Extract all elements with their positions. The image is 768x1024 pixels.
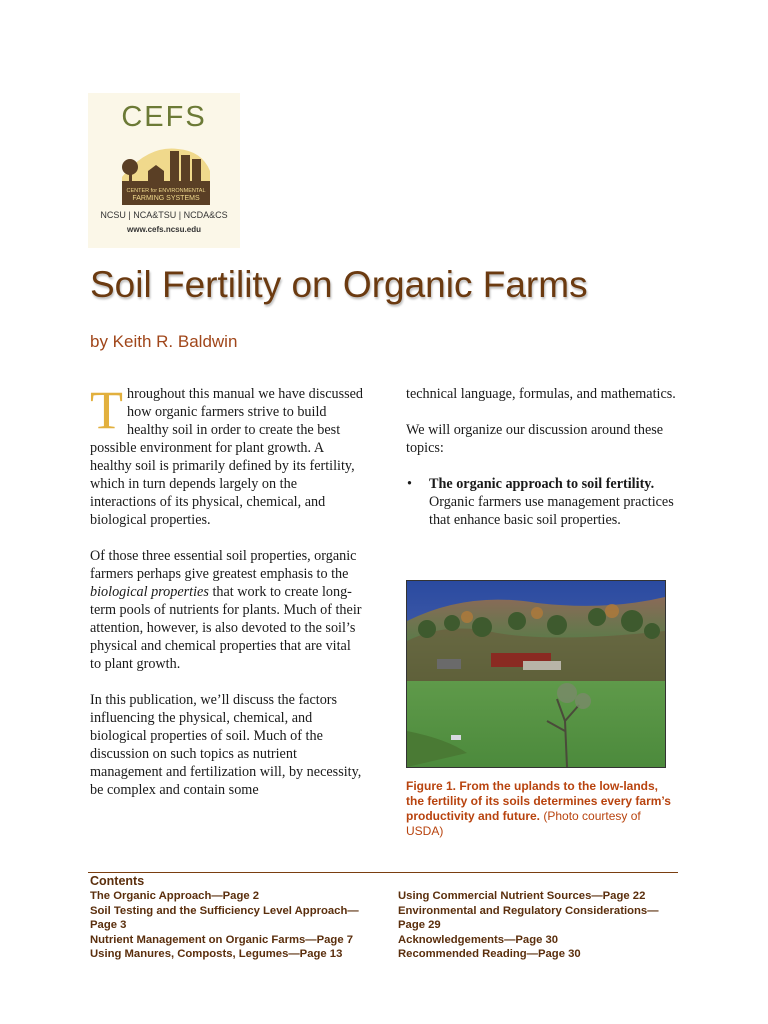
contents-divider (88, 872, 678, 873)
farm-silhouette-icon (118, 137, 212, 205)
contents-item: Nutrient Management on Organic Farms—Page 7 (90, 933, 354, 946)
paragraph-3: In this publication, we’ll discuss the factors influencing the physical, chemical, and biological properties of soil. Much of the discussion on such topics as nutrient management and fertilization will, by necessity, be complex and contain some (90, 692, 362, 798)
contents-heading: Contents (90, 874, 145, 888)
contents-item: Soil Testing and the Sufficiency Level Approach—Page 3 (90, 904, 359, 932)
caption-credit: (Photo courtesy of USDA) (406, 809, 641, 838)
document-title: Soil Fertility on Organic Farms (90, 264, 588, 305)
logo-url: www.cefs.ncsu.edu (127, 225, 201, 234)
bullet-icon: • (407, 476, 412, 492)
caption-text: Figure 1. From the uplands to the low-lands, the fertility of its soils determines every farm’s productivity and future. (406, 779, 671, 823)
contents-item: Acknowledgements—Page 30 (398, 933, 559, 946)
figure-caption (406, 779, 676, 839)
farm-landscape-illustration (407, 581, 665, 767)
paragraph-1 (90, 380, 365, 529)
contents-item: Using Commercial Nutrient Sources—Page 22 (398, 890, 646, 902)
paragraph-1-text: hroughout this manual we have discussed how organic farmers strive to build healthy soil in order to create the best possible environment for plant growth. A healthy soil is primarily defined by its fertility, which in turn depends largely on the interactions of its physical, chemical, and biological properties. (90, 386, 364, 528)
bullet-heading: The organic approach to soil fertility. (429, 476, 655, 492)
bullet-text: Organic farmers use management practices that enhance basic soil properties. (429, 494, 674, 528)
left-column (90, 380, 365, 817)
list-item (407, 475, 676, 529)
farm-landscape-photo (406, 580, 666, 768)
author-byline: by Keith R. Baldwin (90, 332, 238, 351)
paragraph-5: We will organize our discussion around these topics: (406, 422, 664, 456)
contents-item: Using Manures, Composts, Legumes—Page 13 (90, 948, 343, 961)
topic-list (406, 475, 676, 529)
cefs-logo (88, 93, 240, 248)
logo-subtitle-line1: CENTER for ENVIRONMENTAL (126, 188, 206, 194)
logo-affiliations: NCSU | NCA&TSU | NCDA&CS (100, 210, 228, 220)
contents-item: Environmental and Regulatory Considerations—Page 29 (398, 904, 659, 932)
drop-cap: T (90, 380, 123, 440)
right-column (406, 385, 676, 529)
contents-item: Recommended Reading—Page 30 (398, 948, 581, 961)
contents-item: The Organic Approach—Page 2 (90, 890, 260, 902)
logo-subtitle-line2: FARMING SYSTEMS (132, 195, 200, 202)
contents-list-left (90, 889, 380, 962)
emphasis-biological-properties: biological properties (90, 584, 209, 600)
contents-list-right (398, 889, 680, 962)
paragraph-4: technical language, formulas, and mathematics. (406, 386, 676, 402)
paragraph-2: Of those three essential soil properties, organic farmers perhaps give greatest emphasis to the biological properties that work to create long-term pools of nutrients for plants. Much of their attention, however, is also devoted to the soil’s physical and chemical properties that are vital to plant growth. (90, 548, 362, 672)
logo-title: CEFS (121, 101, 207, 133)
